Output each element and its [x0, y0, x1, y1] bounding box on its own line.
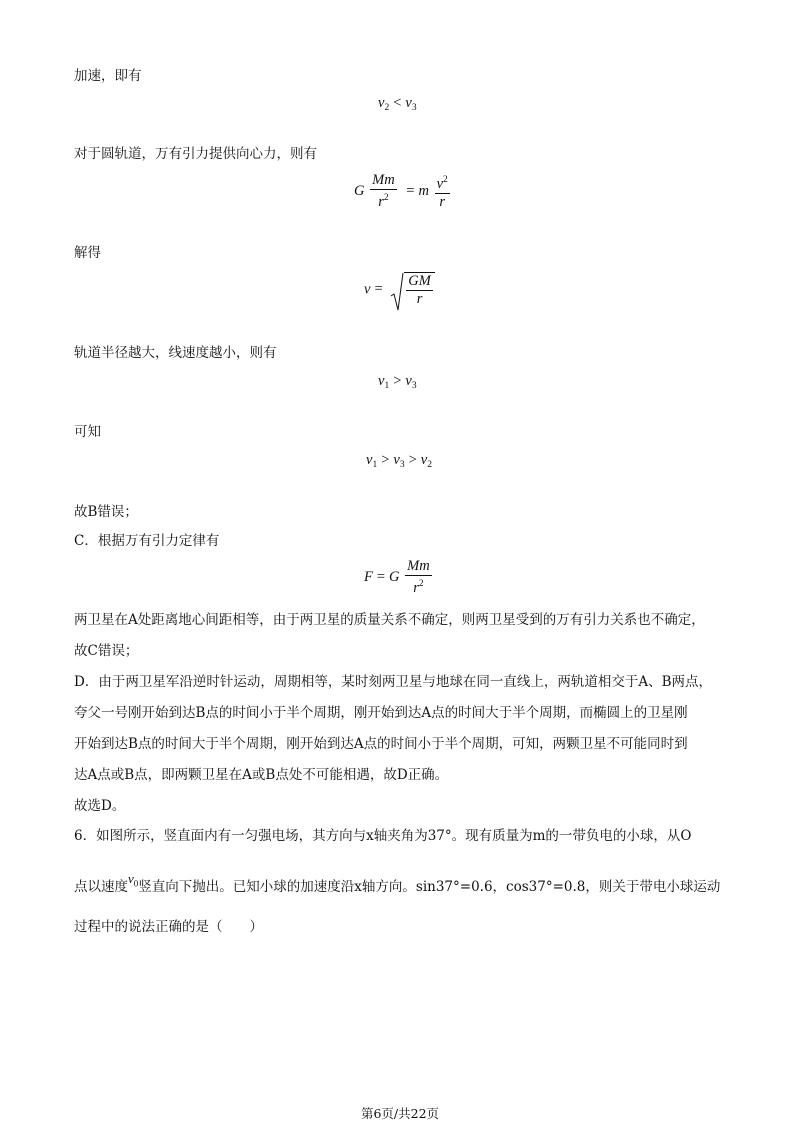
text-fragment: 点以速度 [74, 879, 128, 895]
equation-v1-gt-v3: $v_1 > v_3$ [378, 373, 417, 391]
question-6-stem: 6．如图所示，竖直面内有一匀强电场，其方向与x轴夹角为37°。现有质量为m的一带负电的小球，从O [74, 828, 692, 844]
text-line: 故选D。 [74, 798, 126, 814]
equation-v1-gt-v3-gt-v2: $v_1 > v_3 > v_2$ [366, 452, 432, 470]
question-6-line: 过程中的说法正确的是（ ） [74, 919, 263, 935]
text-line: 可知 [74, 424, 101, 440]
text-line: 轨道半径越大，线速度越小，则有 [74, 345, 277, 361]
text-line: 夸父一号刚开始到达B点的时间小于半个周期，刚开始到达A点的时间大于半个周期，而椭圆上的卫星刚 [74, 705, 688, 721]
radical-sign-icon [390, 272, 404, 312]
text-line: 达A点或B点，即两颗卫星在A或B点处不可能相遇，故D正确。 [74, 767, 449, 783]
equation-gravity-centripetal: G $\frac{Mm}{r^2}$ = m $\frac{v^2}{r}$ [354, 172, 448, 210]
text-line: D．由于两卫星军沿逆时针运动，周期相等，某时刻两卫星与地球在同一直线上，两轨道相交于A、B两点， [74, 674, 712, 690]
text-line: 故C错误； [74, 643, 139, 659]
equation-v2-lt-v3: $v_2 < v_3$ [378, 95, 417, 113]
equation-velocity-sqrt: v = $\frac{GM}{r}$ [364, 272, 435, 308]
question-6-line [74, 871, 721, 902]
v0-symbol: $v_0$ [128, 871, 139, 889]
text-line: 开始到达B点的时间大于半个周期，刚开始到达A点的时间小于半个周期，可知，两颗卫星不可能同时到 [74, 736, 688, 752]
text-fragment: 竖直向下抛出。已知小球的加速度沿x轴方向。sin37°=0.6，cos37°=0.8，则关于带电小球运动 [138, 879, 721, 895]
text-line: 解得 [74, 245, 101, 261]
text-line: C．根据万有引力定律有 [74, 533, 220, 549]
page-footer: 第6页/共22页 [360, 1106, 440, 1121]
text-line: 故B错误； [74, 504, 138, 520]
equation-universal-gravitation: F = G $\frac{Mm}{r^2}$ [364, 558, 430, 596]
text-line: 对于圆轨道，万有引力提供向心力，则有 [74, 146, 317, 162]
text-line: 两卫星在A处距离地心间距相等，由于两卫星的质量关系不确定，则两卫星受到的万有引力关系也不确定， [74, 612, 705, 628]
text-line: 加速，即有 [74, 68, 142, 84]
